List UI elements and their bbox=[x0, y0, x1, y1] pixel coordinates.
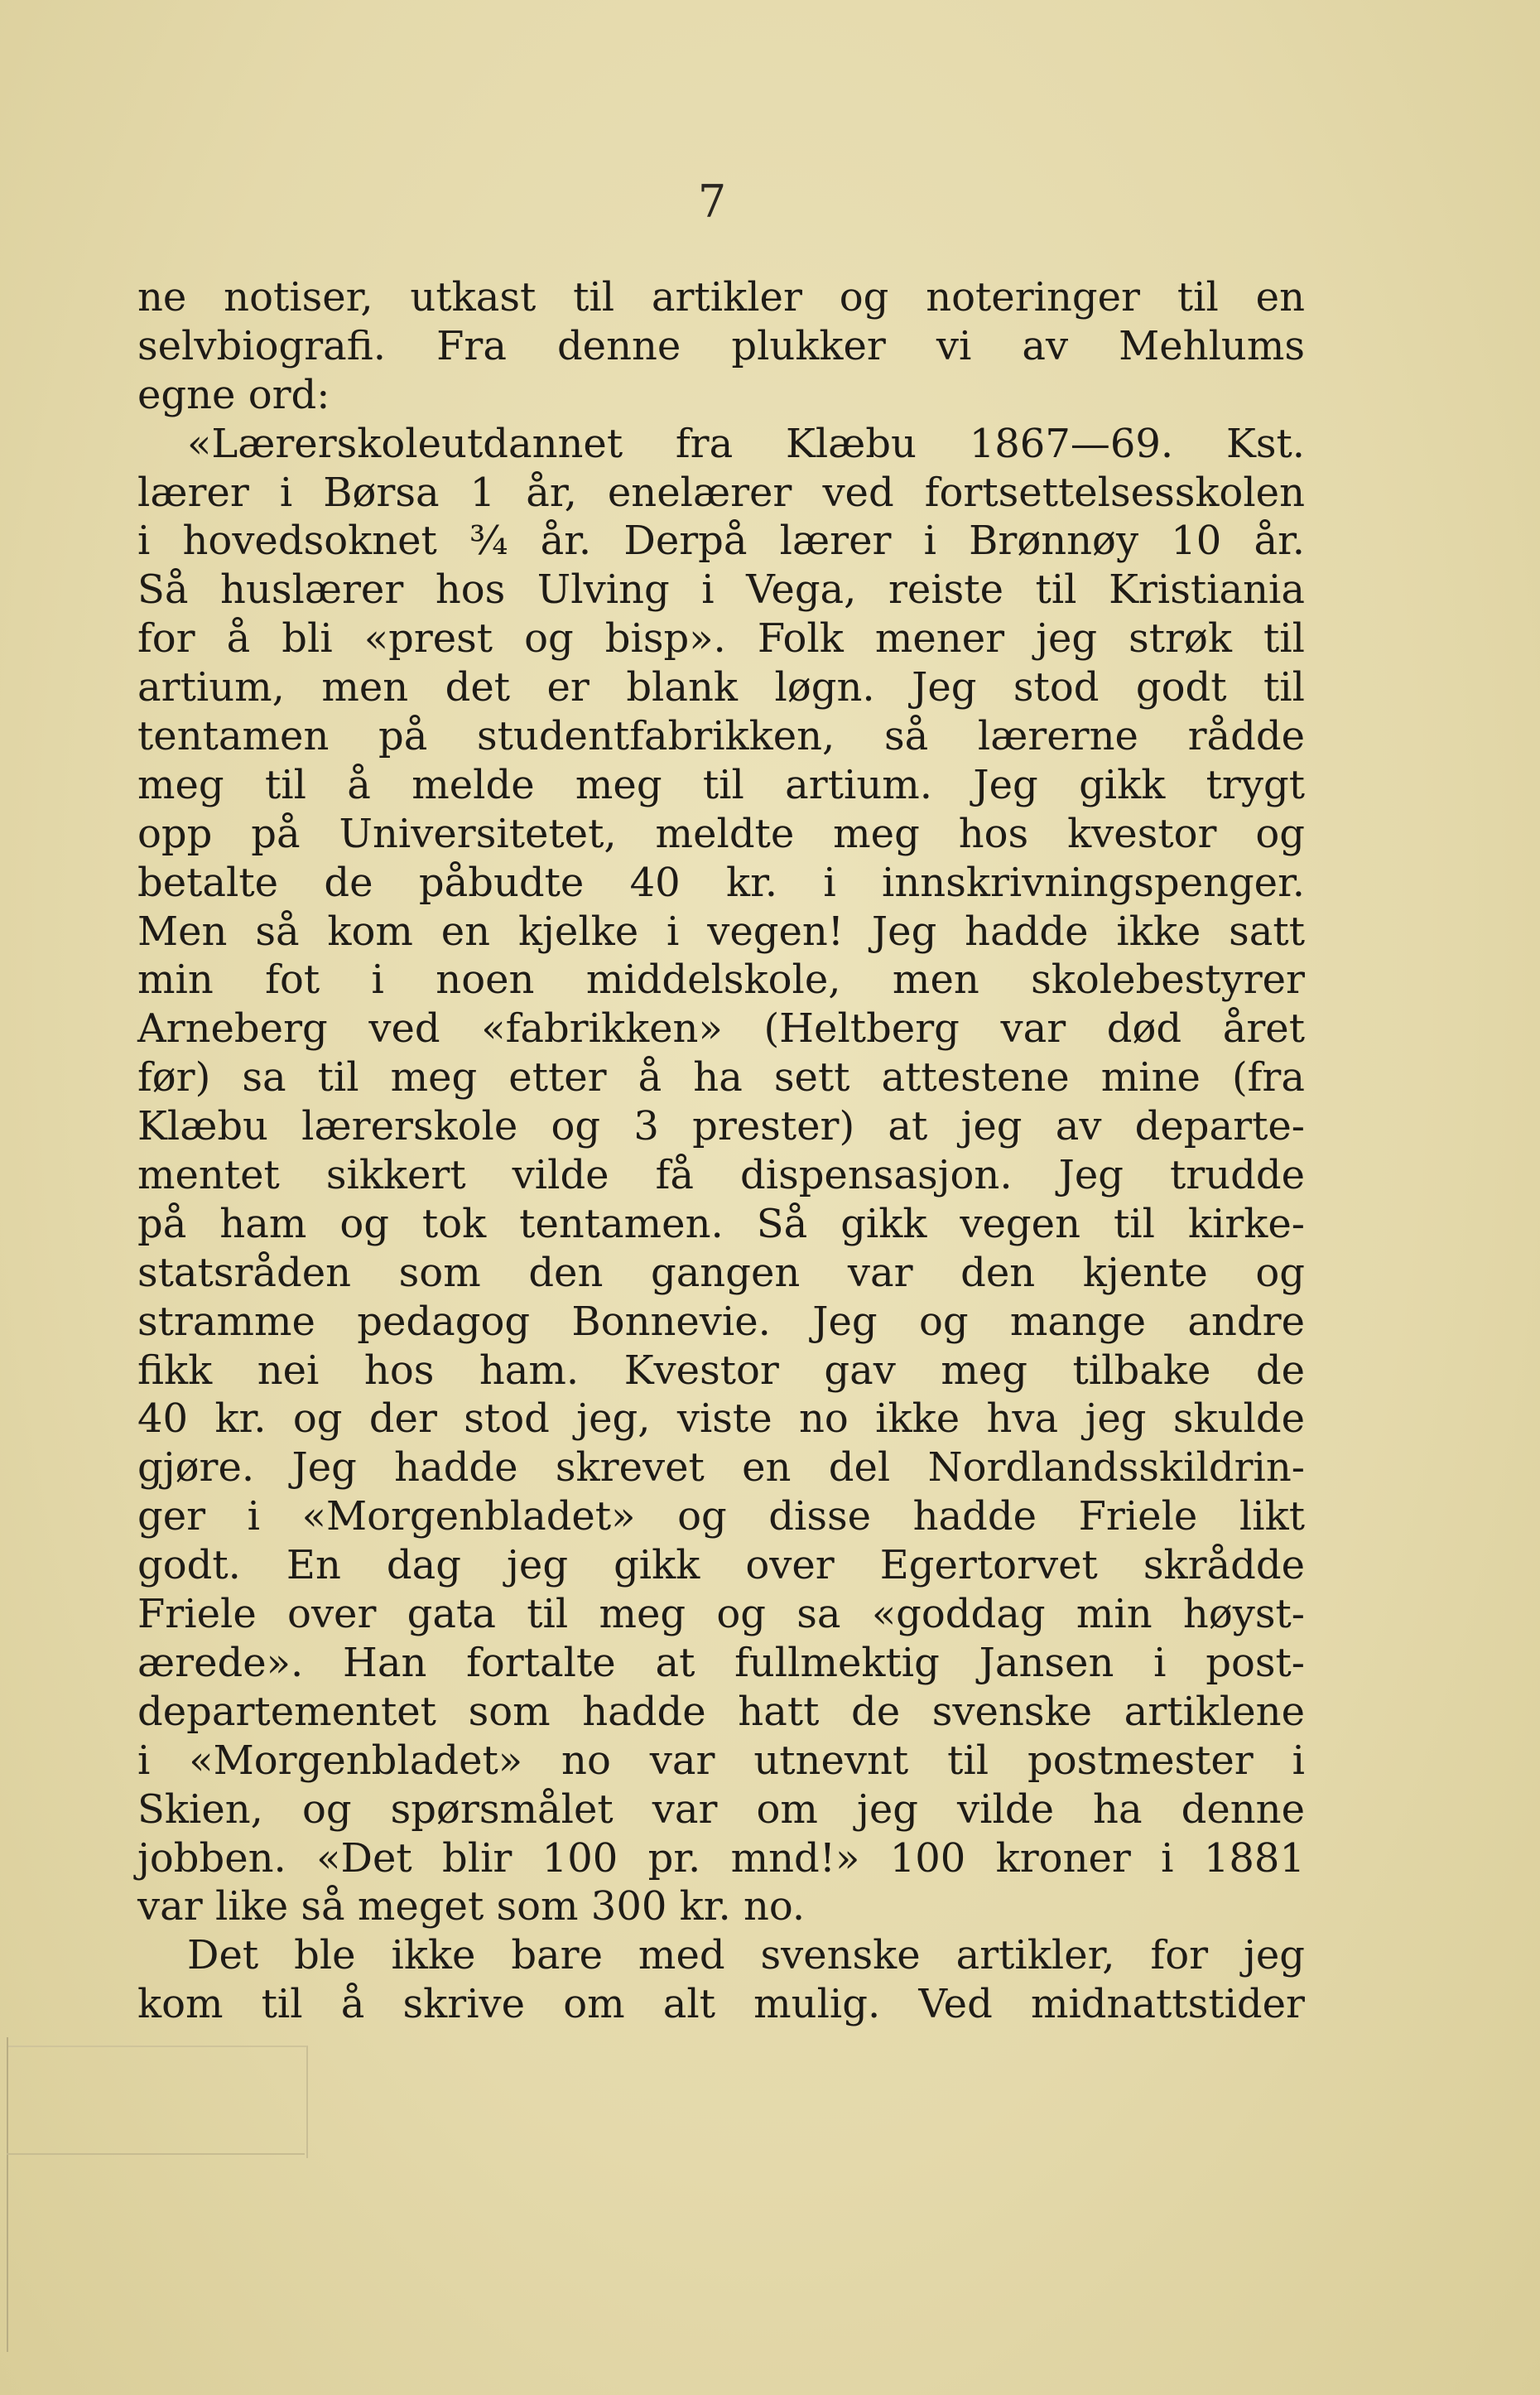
text-line: ger i «Morgenbladet» og disse hadde Friele likt bbox=[137, 1493, 1305, 1540]
text-line: 40 kr. og der stod jeg, viste no ikke hva jeg skulde bbox=[137, 1395, 1305, 1443]
text-line: mentet sikkert vilde få dispensasjon. Jeg trudde bbox=[137, 1152, 1305, 1199]
text-line: før) sa til meg etter å ha sett attestene mine (fra bbox=[137, 1054, 1305, 1101]
text-line: kom til å skrive om alt mulig. Ved midnattstider bbox=[137, 1981, 1305, 2028]
text-line: var like så meget som 300 kr. no. bbox=[137, 1883, 806, 1930]
text-line: ærede». Han fortalte at fullmektig Jansen i post- bbox=[137, 1639, 1305, 1686]
text-line: opp på Universitetet, meldte meg hos kvestor og bbox=[137, 810, 1305, 857]
text-line: jobben. «Det blir 100 pr. mnd!» 100 kroner i 1881 bbox=[137, 1834, 1305, 1882]
scan-artifact bbox=[7, 2037, 8, 2352]
text-line: fikk nei hos ham. Kvestor gav meg tilbake de bbox=[137, 1347, 1305, 1394]
text-line: selvbiografi. Fra denne plukker vi av Mehlums bbox=[137, 322, 1305, 369]
scan-artifact bbox=[7, 2153, 305, 2155]
page-number: 7 bbox=[697, 176, 727, 228]
text-line: godt. En dag jeg gikk over Egertorvet skrådde bbox=[137, 1542, 1305, 1589]
text-line: gjøre. Jeg hadde skrevet en del Nordlandsskildrin- bbox=[137, 1444, 1305, 1491]
text-line: stramme pedagog Bonnevie. Jeg og mange andre bbox=[137, 1298, 1305, 1345]
text-line: i «Morgenbladet» no var utnevnt til postmester i bbox=[137, 1737, 1305, 1784]
scan-artifact bbox=[7, 2046, 308, 2158]
text-line: min fot i noen middelskole, men skolebestyrer bbox=[137, 957, 1305, 1004]
body-text bbox=[137, 273, 1305, 2029]
text-line: egne ord: bbox=[137, 371, 330, 418]
text-line: meg til å melde meg til artium. Jeg gikk trygt bbox=[137, 761, 1305, 808]
text-line: Det ble ikke bare med svenske artikler, for jeg bbox=[187, 1932, 1305, 1979]
text-line: tentamen på studentfabrikken, så lærerne rådde bbox=[137, 713, 1305, 760]
text-line: Klæbu lærerskole og 3 prester) at jeg av departe- bbox=[137, 1103, 1305, 1150]
text-line: betalte de påbudte 40 kr. i innskrivningspenger. bbox=[137, 859, 1305, 906]
text-line: på ham og tok tentamen. Så gikk vegen til kirke- bbox=[137, 1200, 1305, 1247]
text-line: statsråden som den gangen var den kjente og bbox=[137, 1249, 1305, 1296]
text-line: lærer i Børsa 1 år, enelærer ved fortsettelsesskolen bbox=[137, 469, 1305, 516]
text-line: Skien, og spørsmålet var om jeg vilde ha denne bbox=[137, 1785, 1305, 1833]
text-line: Men så kom en kjelke i vegen! Jeg hadde ikke satt bbox=[137, 908, 1305, 955]
text-line: i hovedsoknet ¾ år. Derpå lærer i Brønnøy 10 år. bbox=[137, 518, 1305, 565]
text-line: ne notiser, utkast til artikler og noteringer til en bbox=[137, 274, 1305, 320]
text-line: «Lærerskoleutdannet fra Klæbu 1867—69. Kst. bbox=[187, 420, 1305, 467]
text-line: Friele over gata til meg og sa «goddag min høyst- bbox=[137, 1591, 1305, 1638]
text-line: Så huslærer hos Ulving i Vega, reiste til Kristiania bbox=[137, 566, 1305, 614]
text-line: Arneberg ved «fabrikken» (Heltberg var død året bbox=[137, 1005, 1305, 1053]
text-line: departementet som hadde hatt de svenske artiklene bbox=[137, 1688, 1305, 1735]
text-line: artium, men det er blank løgn. Jeg stod godt til bbox=[137, 664, 1305, 711]
text-line: for å bli «prest og bisp». Folk mener jeg strøk til bbox=[137, 615, 1305, 663]
